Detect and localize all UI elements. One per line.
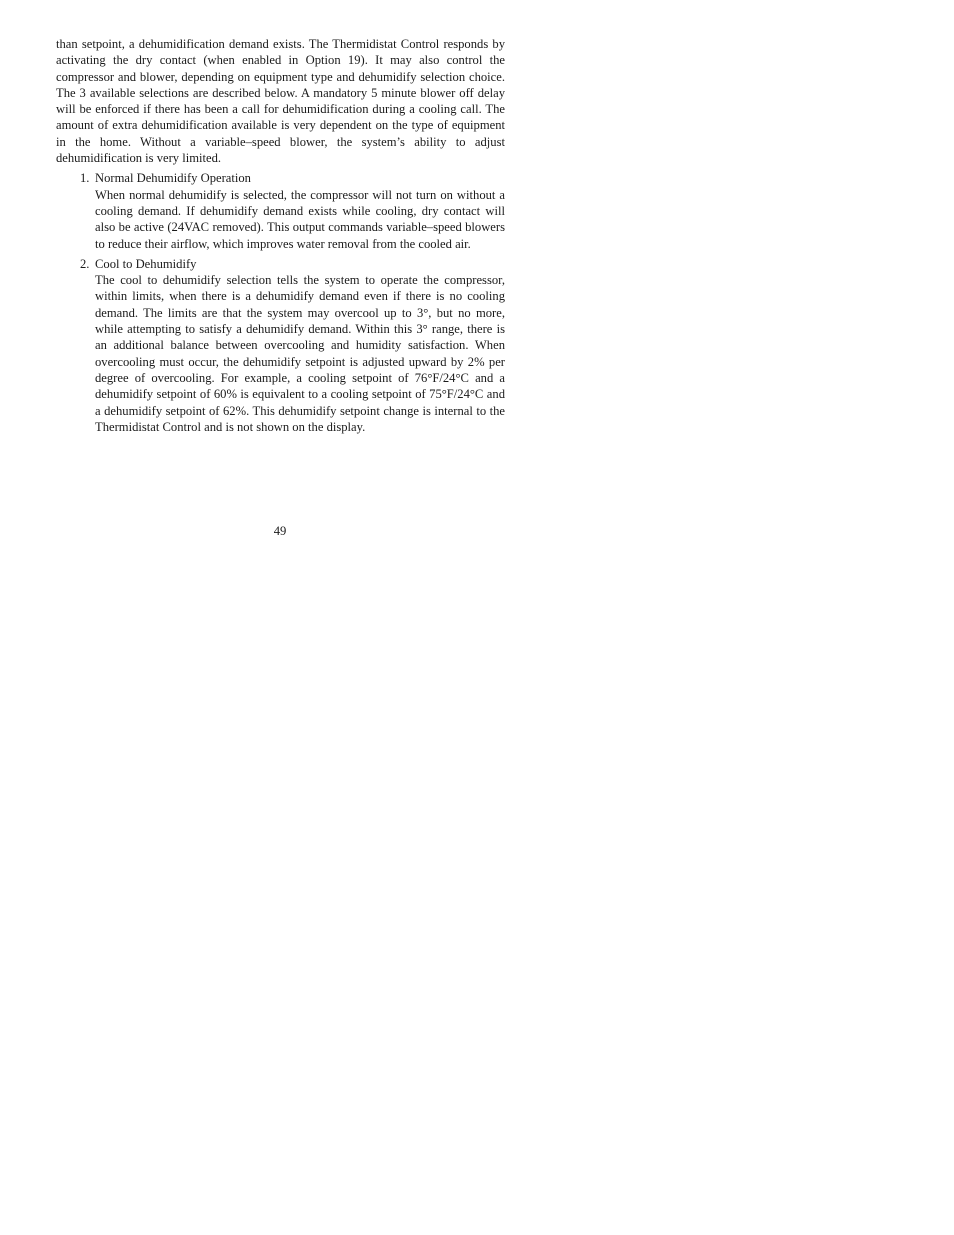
intro-paragraph: than setpoint, a dehumidification demand exists. The Thermidistat Control responds by activating the dry contact (when enabled in Option 19). It may also control the compressor and blower, depending on equipment type and dehumidify selection choice. The 3 available selections are described below. A mandatory 5 minute blower off delay will be enforced if there has been a call for dehumidification during a cooling call. The amount of extra dehumidification available is very dependent on the type of equipment in the home. Without a variable–speed blower, the system’s ability to adjust dehumidification is very limited. — [56, 37, 505, 166]
list-item-body: When normal dehumidify is selected, the compressor will not turn on without a cooling demand. If dehumidify demand exists while cooling, dry contact will also be active (24VAC removed). This output commands variable–speed blowers to reduce their airflow, which improves water removal from the cooled air. — [95, 187, 505, 251]
text-column — [56, 36, 505, 439]
list-item-heading: Normal Dehumidify Operation — [95, 171, 251, 186]
dehumidify-options-list — [56, 170, 505, 435]
list-item-body: The cool to dehumidify selection tells the system to operate the compressor, within limits, when there is a dehumidify demand even if there is no cooling demand. The limits are that the system may overcool up to 3°, but no more, while attempting to satisfy a dehumidify demand. Within this 3° range, there is an additional balance between overcooling and humidity satisfaction. When overcooling must occur, the dehumidify setpoint is adjusted upward by 2% per degree of overcooling. For example, a cooling setpoint of 76°F/24°C and a dehumidify setpoint of 60% is equivalent to a cooling setpoint of 75°F/24°C and a dehumidify setpoint of 62%. This dehumidify setpoint change is internal to the Thermidistat Control and is not shown on the display. — [95, 273, 505, 434]
list-item-number: 2. — [80, 256, 90, 271]
page-number: 49 — [273, 524, 287, 538]
list-item-number: 1. — [80, 171, 90, 186]
list-item-normal-dehumidify — [56, 170, 505, 251]
list-item-cool-to-dehumidify — [56, 256, 505, 435]
list-item-heading: Cool to Dehumidify — [95, 256, 197, 271]
